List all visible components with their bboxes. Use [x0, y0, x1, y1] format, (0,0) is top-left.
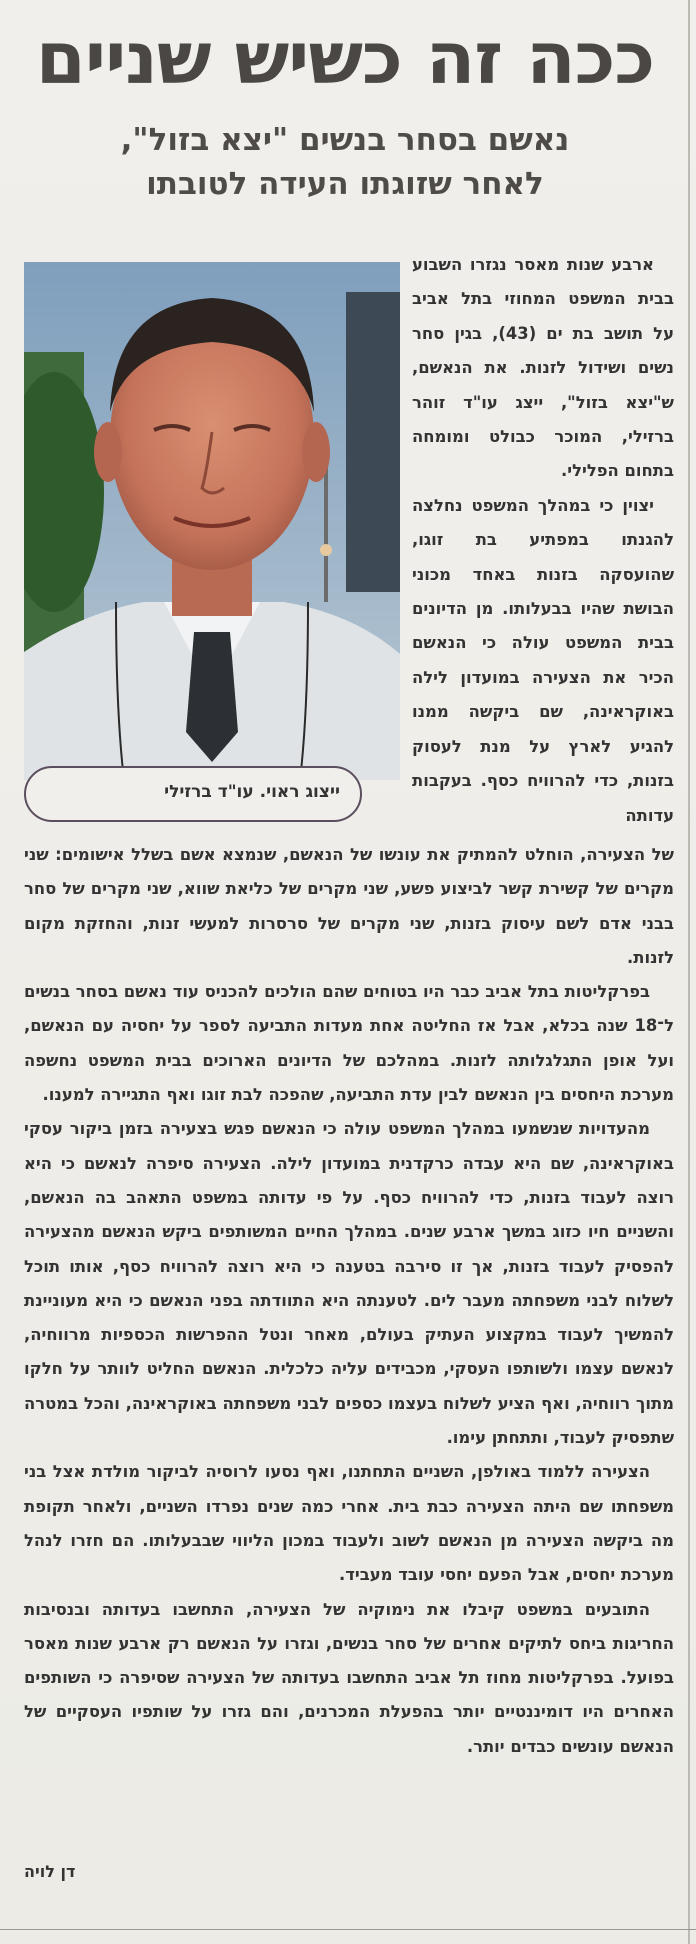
article-column-text — [412, 248, 674, 833]
subheadline — [20, 118, 670, 206]
headline: ככה זה כשיש שניים — [35, 16, 655, 100]
page-edge-line — [688, 0, 690, 1944]
paragraph: התובעים במשפט קיבלו את נימוקיה של הצעירה, התחשבו בעדותה ובנסיבות החריגות ביחס לתיקים אחרים של סחר בנשים, וגזרו על הנאשם רק ארבע שנות מאסר בפועל. בפרקליטות מחוז תל אביב התחשבו בעדותה של הצעירה שסיפרה כי השותפים האחרים היו דומיננטיים יותר בהפעלת המכרנים, והם גזרו על שותפיו העסקיים של הנאשם עונשים כבדים יותר. — [24, 1599, 674, 1756]
paragraph: הצעירה ללמוד באולפן, השניים התחתנו, ואף נסעו לרוסיה לביקור מולדת אצל בני משפחתו שם היתה הצעירה כבת בית. אחרי כמה שנים נפרדו השניים, ולאחר תקופת מה ביקשה הצעירה מן הנאשם לשוב ולעבוד במכון הליווי שבבעלותו. הם חזרו לנהל מערכת יחסים, אבל הפעם יחסי עובד מעביד. — [24, 1462, 674, 1585]
paragraph: מהעדויות שנשמעו במהלך המשפט עולה כי הנאשם פגש בצעירה בזמן ביקור עסקי באוקראינה, שם היא עבדה כרקדנית במועדון לילה. הצעירה סיפרה לנאשם כי היא רוצה לעבוד בזנות, כדי להרוויח כסף. על פי עדותה במשפט התאהב בה הנאשם, והשניים חיו כזוג במשך ארבע שנים. במהלך החיים המשותפים ביקש הנאשם מהצעירה להפסיק לעבוד בזנות, אך זו סירבה בטענה כי היא רוצה להרוויח כסף, אותו תוכל לשלוח לבני משפחתה מעבר לים. לטענתה היא התוודתה בפני הנאשם כי היא מעוניינת להמשיך לעבוד במקצוע העתיק בעולם, מאחר ונטל ההפרשות הכספיות מרווחיה, לנאשם עצמו ולשותפו העסקי, מכבידים עליה כלכלית. הנאשם החליט לוותר על חלקו מתוך רווחיה, ואף הציע לשלוח בעצמו כספים לבני משפחתה באוקראינה, והכל במטרה שתפסיק לעבוד, ותתחתן עימו. — [24, 1119, 674, 1448]
paragraph: יצוין כי במהלך המשפט נחלצה להגנתו במפתיע בת זוגו, שהועסקה בזנות באחד מכוני הבושת שהיו בבעלותו. מן הדיונים בבית המשפט עולה כי הנאשם הכיר את הצעירה במועדון לילה באוקראינה, שם ביקשה ממנו להגיע לארץ על מנת לעסוק בזנות, כדי להרוויח כסף. בעקבות עדותה — [412, 495, 674, 825]
subheadline-line-1: נאשם בסחר בנשים "יצא בזול", — [120, 122, 570, 158]
paragraph: ארבע שנות מאסר נגזרו השבוע בבית המשפט המחוזי בתל אביב על תושב בת ים (43), בגין סחר נשים ושידול לזנות. את הנאשם, ש"יצא בזול", ייצג עו"ד זוהר ברזילי, המוכר כבולט ומומחה בתחום הפלילי. — [412, 255, 675, 481]
photo-caption: ייצוג ראוי. עו"ד ברזילי — [24, 766, 362, 822]
article-body-text — [24, 838, 674, 1764]
portrait-photo — [24, 262, 400, 780]
portrait-illustration — [24, 262, 400, 780]
paragraph: של הצעירה, הוחלט להמתיק את עונשו של הנאשם, שנמצא אשם בשלל אישומים: שני מקרים של קשירת קשר לביצוע פשע, שני מקרים של כליאת שווא, שני מקרים של סחר בבני אדם לשם עיסוק בזנות, שני מקרים של סרסרות למעשי זנות, והחזקת מקום לזנות. — [24, 845, 674, 967]
paragraph: בפרקליטות בתל אביב כבר היו בטוחים שהם הולכים להכניס עוד נאשם בסחר בנשים ל־18 שנה בכלא, אבל אז החליטה אחת מעדות התביעה לספר על יחסיה עם הנאשם, ועל אופן התגלגלותה לזנות. במהלכם של הדיונים הארוכים בבית המשפט נחשפה מערכת היחסים בין הנאשם לבין עדת התביעה, שהפכה לבת זוגו ואף התגיירה למענו. — [24, 982, 674, 1105]
bottom-rule — [0, 1929, 696, 1930]
subheadline-line-2: לאחר שזוגתו העידה לטובתו — [146, 166, 544, 202]
byline: דן לויה — [24, 1862, 76, 1881]
